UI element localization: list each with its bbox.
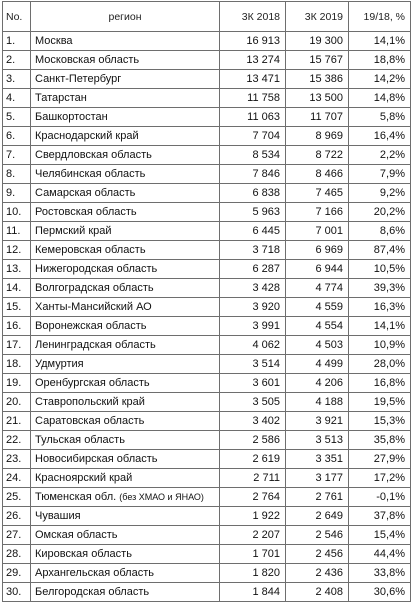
cell-2019: 2 456	[286, 545, 349, 564]
cell-change: 37,8%	[349, 507, 411, 526]
cell-2019: 7 166	[286, 203, 349, 222]
cell-change: 16,3%	[349, 298, 411, 317]
cell-region	[31, 488, 220, 507]
region-name: Башкортостан	[35, 111, 108, 123]
cell-change: 9,2%	[349, 184, 411, 203]
cell-2018: 3 428	[220, 279, 286, 298]
region-name: Чувашия	[35, 510, 81, 522]
region-table-container	[2, 1, 410, 602]
cell-2019: 2 649	[286, 507, 349, 526]
cell-region	[31, 469, 220, 488]
table-row	[3, 146, 411, 165]
cell-no: 11.	[3, 222, 31, 241]
cell-no: 6.	[3, 127, 31, 146]
cell-2019: 4 206	[286, 374, 349, 393]
cell-region	[31, 32, 220, 51]
cell-2018: 6 287	[220, 260, 286, 279]
cell-2019: 2 436	[286, 564, 349, 583]
cell-2019: 11 707	[286, 108, 349, 127]
cell-2018: 2 764	[220, 488, 286, 507]
table-row	[3, 545, 411, 564]
region-name: Новосибирская область	[35, 453, 158, 465]
cell-2018: 3 991	[220, 317, 286, 336]
cell-region	[31, 507, 220, 526]
cell-2018: 2 711	[220, 469, 286, 488]
cell-2019: 15 386	[286, 70, 349, 89]
table-row	[3, 583, 411, 602]
region-table	[2, 1, 411, 602]
cell-change: 18,8%	[349, 51, 411, 70]
cell-region	[31, 336, 220, 355]
cell-change: 14,2%	[349, 70, 411, 89]
region-name: Кемеровская область	[35, 244, 146, 256]
cell-no: 15.	[3, 298, 31, 317]
cell-no: 20.	[3, 393, 31, 412]
cell-no: 18.	[3, 355, 31, 374]
cell-no: 29.	[3, 564, 31, 583]
cell-change: 16,4%	[349, 127, 411, 146]
table-row	[3, 165, 411, 184]
region-name: Ростовская область	[35, 206, 137, 218]
cell-2019: 4 499	[286, 355, 349, 374]
cell-2019: 4 554	[286, 317, 349, 336]
cell-no: 23.	[3, 450, 31, 469]
table-header	[3, 2, 411, 32]
table-body	[3, 32, 411, 602]
cell-no: 2.	[3, 51, 31, 70]
cell-2019: 4 559	[286, 298, 349, 317]
cell-region	[31, 241, 220, 260]
cell-2019: 2 408	[286, 583, 349, 602]
cell-change: 19,5%	[349, 393, 411, 412]
cell-2018: 1 844	[220, 583, 286, 602]
cell-2019: 2 546	[286, 526, 349, 545]
cell-2018: 16 913	[220, 32, 286, 51]
cell-no: 24.	[3, 469, 31, 488]
cell-2019: 3 177	[286, 469, 349, 488]
header-2019: 3К 2019	[286, 2, 349, 32]
cell-2018: 6 445	[220, 222, 286, 241]
table-row	[3, 89, 411, 108]
region-name: Красноярский край	[35, 472, 133, 484]
cell-2018: 11 758	[220, 89, 286, 108]
cell-region	[31, 412, 220, 431]
cell-no: 19.	[3, 374, 31, 393]
cell-2018: 3 920	[220, 298, 286, 317]
cell-region	[31, 108, 220, 127]
cell-2018: 1 701	[220, 545, 286, 564]
cell-region	[31, 564, 220, 583]
cell-2018: 3 601	[220, 374, 286, 393]
cell-no: 14.	[3, 279, 31, 298]
table-row	[3, 374, 411, 393]
cell-no: 5.	[3, 108, 31, 127]
cell-region	[31, 298, 220, 317]
cell-no: 1.	[3, 32, 31, 51]
region-name: Белгородская область	[35, 586, 150, 598]
cell-change: 5,8%	[349, 108, 411, 127]
region-name: Оренбургская область	[35, 377, 150, 389]
table-row	[3, 317, 411, 336]
cell-change: 10,9%	[349, 336, 411, 355]
cell-change: 14,1%	[349, 317, 411, 336]
cell-2018: 2 207	[220, 526, 286, 545]
cell-no: 17.	[3, 336, 31, 355]
cell-2018: 3 402	[220, 412, 286, 431]
cell-2018: 13 274	[220, 51, 286, 70]
cell-region	[31, 260, 220, 279]
cell-2019: 6 969	[286, 241, 349, 260]
table-row	[3, 70, 411, 89]
cell-2019: 6 944	[286, 260, 349, 279]
cell-2019: 4 774	[286, 279, 349, 298]
cell-change: 7,9%	[349, 165, 411, 184]
cell-region	[31, 70, 220, 89]
cell-change: 35,8%	[349, 431, 411, 450]
table-row	[3, 393, 411, 412]
cell-region	[31, 184, 220, 203]
cell-2018: 7 704	[220, 127, 286, 146]
cell-2019: 7 001	[286, 222, 349, 241]
table-row	[3, 355, 411, 374]
cell-no: 16.	[3, 317, 31, 336]
header-region: регион	[31, 2, 220, 32]
region-name: Воронежская область	[35, 320, 147, 332]
cell-2018: 4 062	[220, 336, 286, 355]
header-change: 19/18, %	[349, 2, 411, 32]
cell-no: 26.	[3, 507, 31, 526]
table-row	[3, 336, 411, 355]
cell-change: 30,6%	[349, 583, 411, 602]
cell-region	[31, 165, 220, 184]
header-no: No.	[3, 2, 31, 32]
region-name: Московская область	[35, 54, 140, 66]
region-name: Ханты-Мансийский АО	[35, 301, 152, 313]
region-name: Кировская область	[35, 548, 132, 560]
region-name: Татарстан	[35, 92, 87, 104]
table-row	[3, 260, 411, 279]
cell-no: 4.	[3, 89, 31, 108]
cell-region	[31, 203, 220, 222]
region-note: (без ХМАО и ЯНАО)	[119, 492, 204, 502]
cell-no: 28.	[3, 545, 31, 564]
cell-change: -0,1%	[349, 488, 411, 507]
cell-2018: 3 505	[220, 393, 286, 412]
cell-region	[31, 355, 220, 374]
cell-change: 14,1%	[349, 32, 411, 51]
table-row	[3, 298, 411, 317]
cell-2019: 4 503	[286, 336, 349, 355]
cell-region	[31, 545, 220, 564]
cell-no: 25.	[3, 488, 31, 507]
cell-2018: 5 963	[220, 203, 286, 222]
region-name: Самарская область	[35, 187, 136, 199]
cell-2018: 3 514	[220, 355, 286, 374]
cell-change: 16,8%	[349, 374, 411, 393]
cell-2018: 2 619	[220, 450, 286, 469]
header-2018: 3К 2018	[220, 2, 286, 32]
cell-change: 15,4%	[349, 526, 411, 545]
cell-2018: 8 534	[220, 146, 286, 165]
cell-change: 15,3%	[349, 412, 411, 431]
region-name: Пермский край	[35, 225, 112, 237]
cell-change: 44,4%	[349, 545, 411, 564]
table-row	[3, 450, 411, 469]
table-row	[3, 469, 411, 488]
cell-2019: 19 300	[286, 32, 349, 51]
cell-no: 27.	[3, 526, 31, 545]
cell-no: 22.	[3, 431, 31, 450]
cell-2018: 13 471	[220, 70, 286, 89]
table-row	[3, 412, 411, 431]
region-name: Москва	[35, 35, 73, 47]
table-row	[3, 507, 411, 526]
region-name: Тульская область	[35, 434, 125, 446]
region-name: Краснодарский край	[35, 130, 139, 142]
table-row	[3, 32, 411, 51]
cell-change: 33,8%	[349, 564, 411, 583]
cell-region	[31, 450, 220, 469]
table-row	[3, 431, 411, 450]
cell-region	[31, 89, 220, 108]
cell-2019: 3 921	[286, 412, 349, 431]
cell-change: 2,2%	[349, 146, 411, 165]
cell-region	[31, 317, 220, 336]
cell-no: 3.	[3, 70, 31, 89]
table-row	[3, 564, 411, 583]
region-name: Ставропольский край	[35, 396, 145, 408]
cell-2018: 2 586	[220, 431, 286, 450]
cell-2018: 1 922	[220, 507, 286, 526]
cell-2018: 11 063	[220, 108, 286, 127]
cell-region	[31, 279, 220, 298]
cell-no: 7.	[3, 146, 31, 165]
cell-no: 8.	[3, 165, 31, 184]
table-row	[3, 184, 411, 203]
cell-change: 20,2%	[349, 203, 411, 222]
cell-region	[31, 146, 220, 165]
region-name: Нижегородская область	[35, 263, 158, 275]
cell-2018: 7 846	[220, 165, 286, 184]
region-name: Волгоградская область	[35, 282, 154, 294]
cell-2019: 8 969	[286, 127, 349, 146]
table-row	[3, 279, 411, 298]
cell-2019: 13 500	[286, 89, 349, 108]
table-row	[3, 241, 411, 260]
cell-2019: 2 761	[286, 488, 349, 507]
cell-no: 30.	[3, 583, 31, 602]
cell-no: 21.	[3, 412, 31, 431]
cell-no: 9.	[3, 184, 31, 203]
cell-change: 8,6%	[349, 222, 411, 241]
table-row	[3, 222, 411, 241]
cell-change: 14,8%	[349, 89, 411, 108]
table-row	[3, 127, 411, 146]
header-row	[3, 2, 411, 32]
cell-region	[31, 431, 220, 450]
table-row	[3, 108, 411, 127]
table-row	[3, 203, 411, 222]
cell-change: 28,0%	[349, 355, 411, 374]
cell-no: 13.	[3, 260, 31, 279]
cell-2019: 4 188	[286, 393, 349, 412]
cell-region	[31, 127, 220, 146]
cell-change: 27,9%	[349, 450, 411, 469]
region-name: Омская область	[35, 529, 118, 541]
cell-change: 10,5%	[349, 260, 411, 279]
cell-no: 10.	[3, 203, 31, 222]
cell-2018: 3 718	[220, 241, 286, 260]
table-row	[3, 526, 411, 545]
cell-2019: 8 722	[286, 146, 349, 165]
cell-2019: 15 767	[286, 51, 349, 70]
cell-2019: 3 351	[286, 450, 349, 469]
table-row	[3, 488, 411, 507]
cell-change: 87,4%	[349, 241, 411, 260]
cell-region	[31, 51, 220, 70]
cell-2018: 6 838	[220, 184, 286, 203]
cell-region	[31, 393, 220, 412]
cell-region	[31, 526, 220, 545]
region-name: Саратовская область	[35, 415, 145, 427]
region-name: Ленинградская область	[35, 339, 156, 351]
cell-2019: 8 466	[286, 165, 349, 184]
cell-2019: 7 465	[286, 184, 349, 203]
table-row	[3, 51, 411, 70]
region-name: Тюменская обл.	[35, 491, 117, 503]
cell-region	[31, 222, 220, 241]
cell-2019: 3 513	[286, 431, 349, 450]
region-name: Челябинская область	[35, 168, 146, 180]
cell-no: 12.	[3, 241, 31, 260]
cell-region	[31, 374, 220, 393]
cell-region	[31, 583, 220, 602]
region-name: Архангельская область	[35, 567, 154, 579]
cell-change: 39,3%	[349, 279, 411, 298]
region-name: Удмуртия	[35, 358, 84, 370]
cell-change: 17,2%	[349, 469, 411, 488]
region-name: Свердловская область	[35, 149, 152, 161]
cell-2018: 1 820	[220, 564, 286, 583]
region-name: Санкт-Петербург	[35, 73, 122, 85]
